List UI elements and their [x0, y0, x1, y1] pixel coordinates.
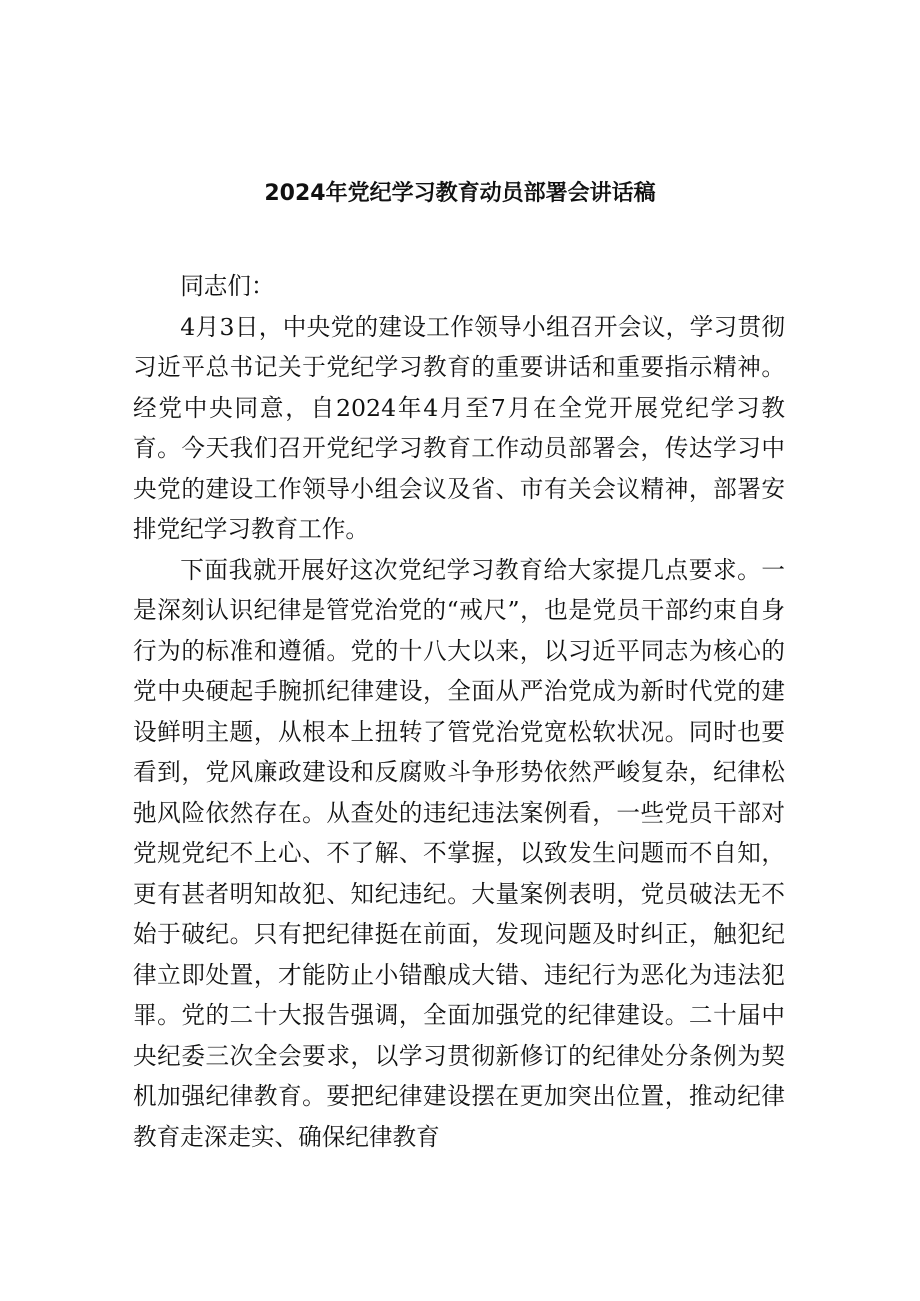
paragraph-1: 4月3日，中央党的建设工作领导小组召开会议，学习贯彻习近平总书记关于党纪学习教育的重要讲话和重要指示精神。经党中央同意，自2024年4月至7月在全党开展党纪学习教育。今天我们召开党纪学习教育工作动员部署会，传达学习中央党的建设工作领导小组会议及省、市有关会议精神，部署安排党纪学习教育工作。: [133, 312, 785, 543]
paragraph-2: 下面我就开展好这次党纪学习教育给大家提几点要求。一是深刻认识纪律是管党治党的“戒尺”，也是党员干部约束自身行为的标准和遵循。党的十八大以来，以习近平同志为核心的党中央硬起手腕抓纪律建设，全面从严治党成为新时代党的建设鲜明主题，从根本上扭转了管党治党宽松软状况。同时也要看到，党风廉政建设和反腐败斗争形势依然严峻复杂，纪律松弛风险依然存在。从查处的违纪违法案例看，一些党员干部对党规党纪不上心、不了解、不掌握，以致发生问题而不自知，更有甚者明知故犯、知纪违纪。大量案例表明，党员破法无不始于破纪。只有把纪律挺在前面，发现问题及时纠正，触犯纪律立即处置，才能防止小错酿成大错、违纪行为恶化为违法犯罪。党的二十大报告强调，全面加强党的纪律建设。二十届中央纪委三次全会要求，以学习贯彻新修订的纪律处分条例为契机加强纪律教育。要把纪律建设摆在更加突出位置，推动纪律教育走深走实、确保纪律教育: [133, 555, 785, 1151]
document-body: [133, 266, 785, 1157]
salutation: 同志们：: [180, 272, 275, 300]
document-title: 2024年党纪学习教育动员部署会讲话稿: [264, 181, 656, 206]
